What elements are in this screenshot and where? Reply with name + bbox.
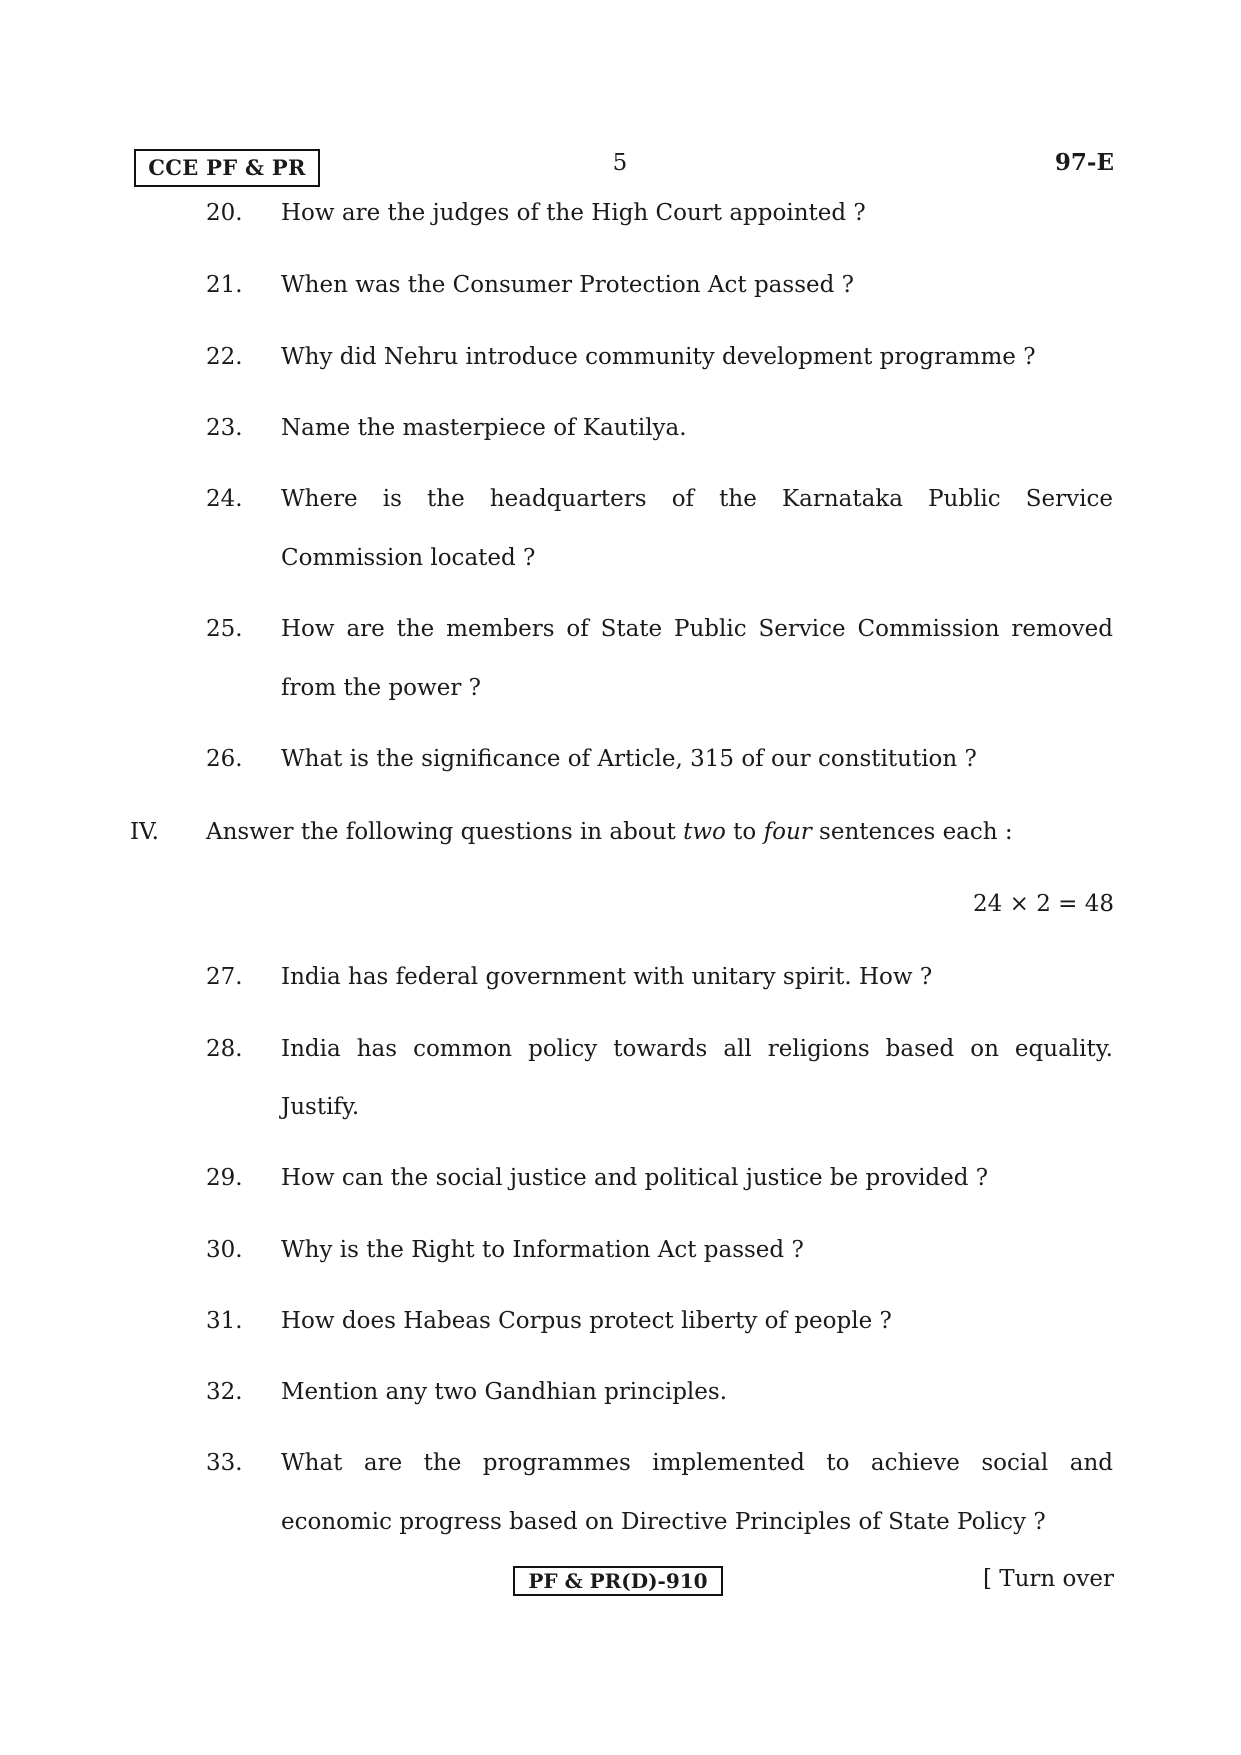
question-text: What is the significance of Article, 315 of our constitution ?	[281, 746, 977, 772]
question-text-line2: economic progress based on Directive Principles of State Policy ?	[281, 1509, 1046, 1535]
question-number: 25.	[206, 616, 243, 642]
section-instruction: Answer the following questions in about two to four sentences each :	[206, 819, 1013, 845]
footer-code-box: PF & PR(D)-910	[513, 1566, 723, 1596]
question-number: 32.	[206, 1379, 243, 1405]
question-text-line2: from the power ?	[281, 675, 481, 701]
page-number: 5	[612, 150, 628, 176]
question-text: How does Habeas Corpus protect liberty of people ?	[281, 1308, 892, 1334]
question-text: Why is the Right to Information Act passed ?	[281, 1237, 804, 1263]
question-text: Name the masterpiece of Kautilya.	[281, 415, 687, 441]
question-text: India has federal government with unitary spirit. How ?	[281, 964, 933, 990]
question-number: 28.	[206, 1036, 243, 1062]
question-number: 33.	[206, 1450, 243, 1476]
question-text-line1: What are the programmes implemented to achieve social and	[281, 1450, 1113, 1476]
question-text: How are the judges of the High Court appointed ?	[281, 200, 866, 226]
question-number: 27.	[206, 964, 243, 990]
question-number: 20.	[206, 200, 243, 226]
section-number: IV.	[130, 819, 159, 845]
question-number: 22.	[206, 344, 243, 370]
question-number: 23.	[206, 415, 243, 441]
section-marks: 24 × 2 = 48	[973, 891, 1114, 917]
question-text-line1: India has common policy towards all religions based on equality.	[281, 1036, 1113, 1062]
header-subject-box: CCE PF & PR	[134, 149, 320, 187]
turn-over-note: [ Turn over	[982, 1566, 1114, 1592]
question-text: Mention any two Gandhian principles.	[281, 1379, 728, 1405]
question-number: 24.	[206, 486, 243, 512]
question-text: How can the social justice and political justice be provided ?	[281, 1165, 989, 1191]
question-number: 29.	[206, 1165, 243, 1191]
question-number: 31.	[206, 1308, 243, 1334]
question-number: 26.	[206, 746, 243, 772]
question-text-line2: Justify.	[281, 1094, 360, 1120]
question-text: When was the Consumer Protection Act passed ?	[281, 272, 854, 298]
question-text-line1: How are the members of State Public Service Commission removed	[281, 616, 1113, 642]
question-text-line1: Where is the headquarters of the Karnataka Public Service	[281, 486, 1113, 512]
question-text: Why did Nehru introduce community development programme ?	[281, 344, 1036, 370]
paper-code: 97-E	[1054, 149, 1114, 176]
question-number: 30.	[206, 1237, 243, 1263]
question-text-line2: Commission located ?	[281, 545, 536, 571]
question-number: 21.	[206, 272, 243, 298]
